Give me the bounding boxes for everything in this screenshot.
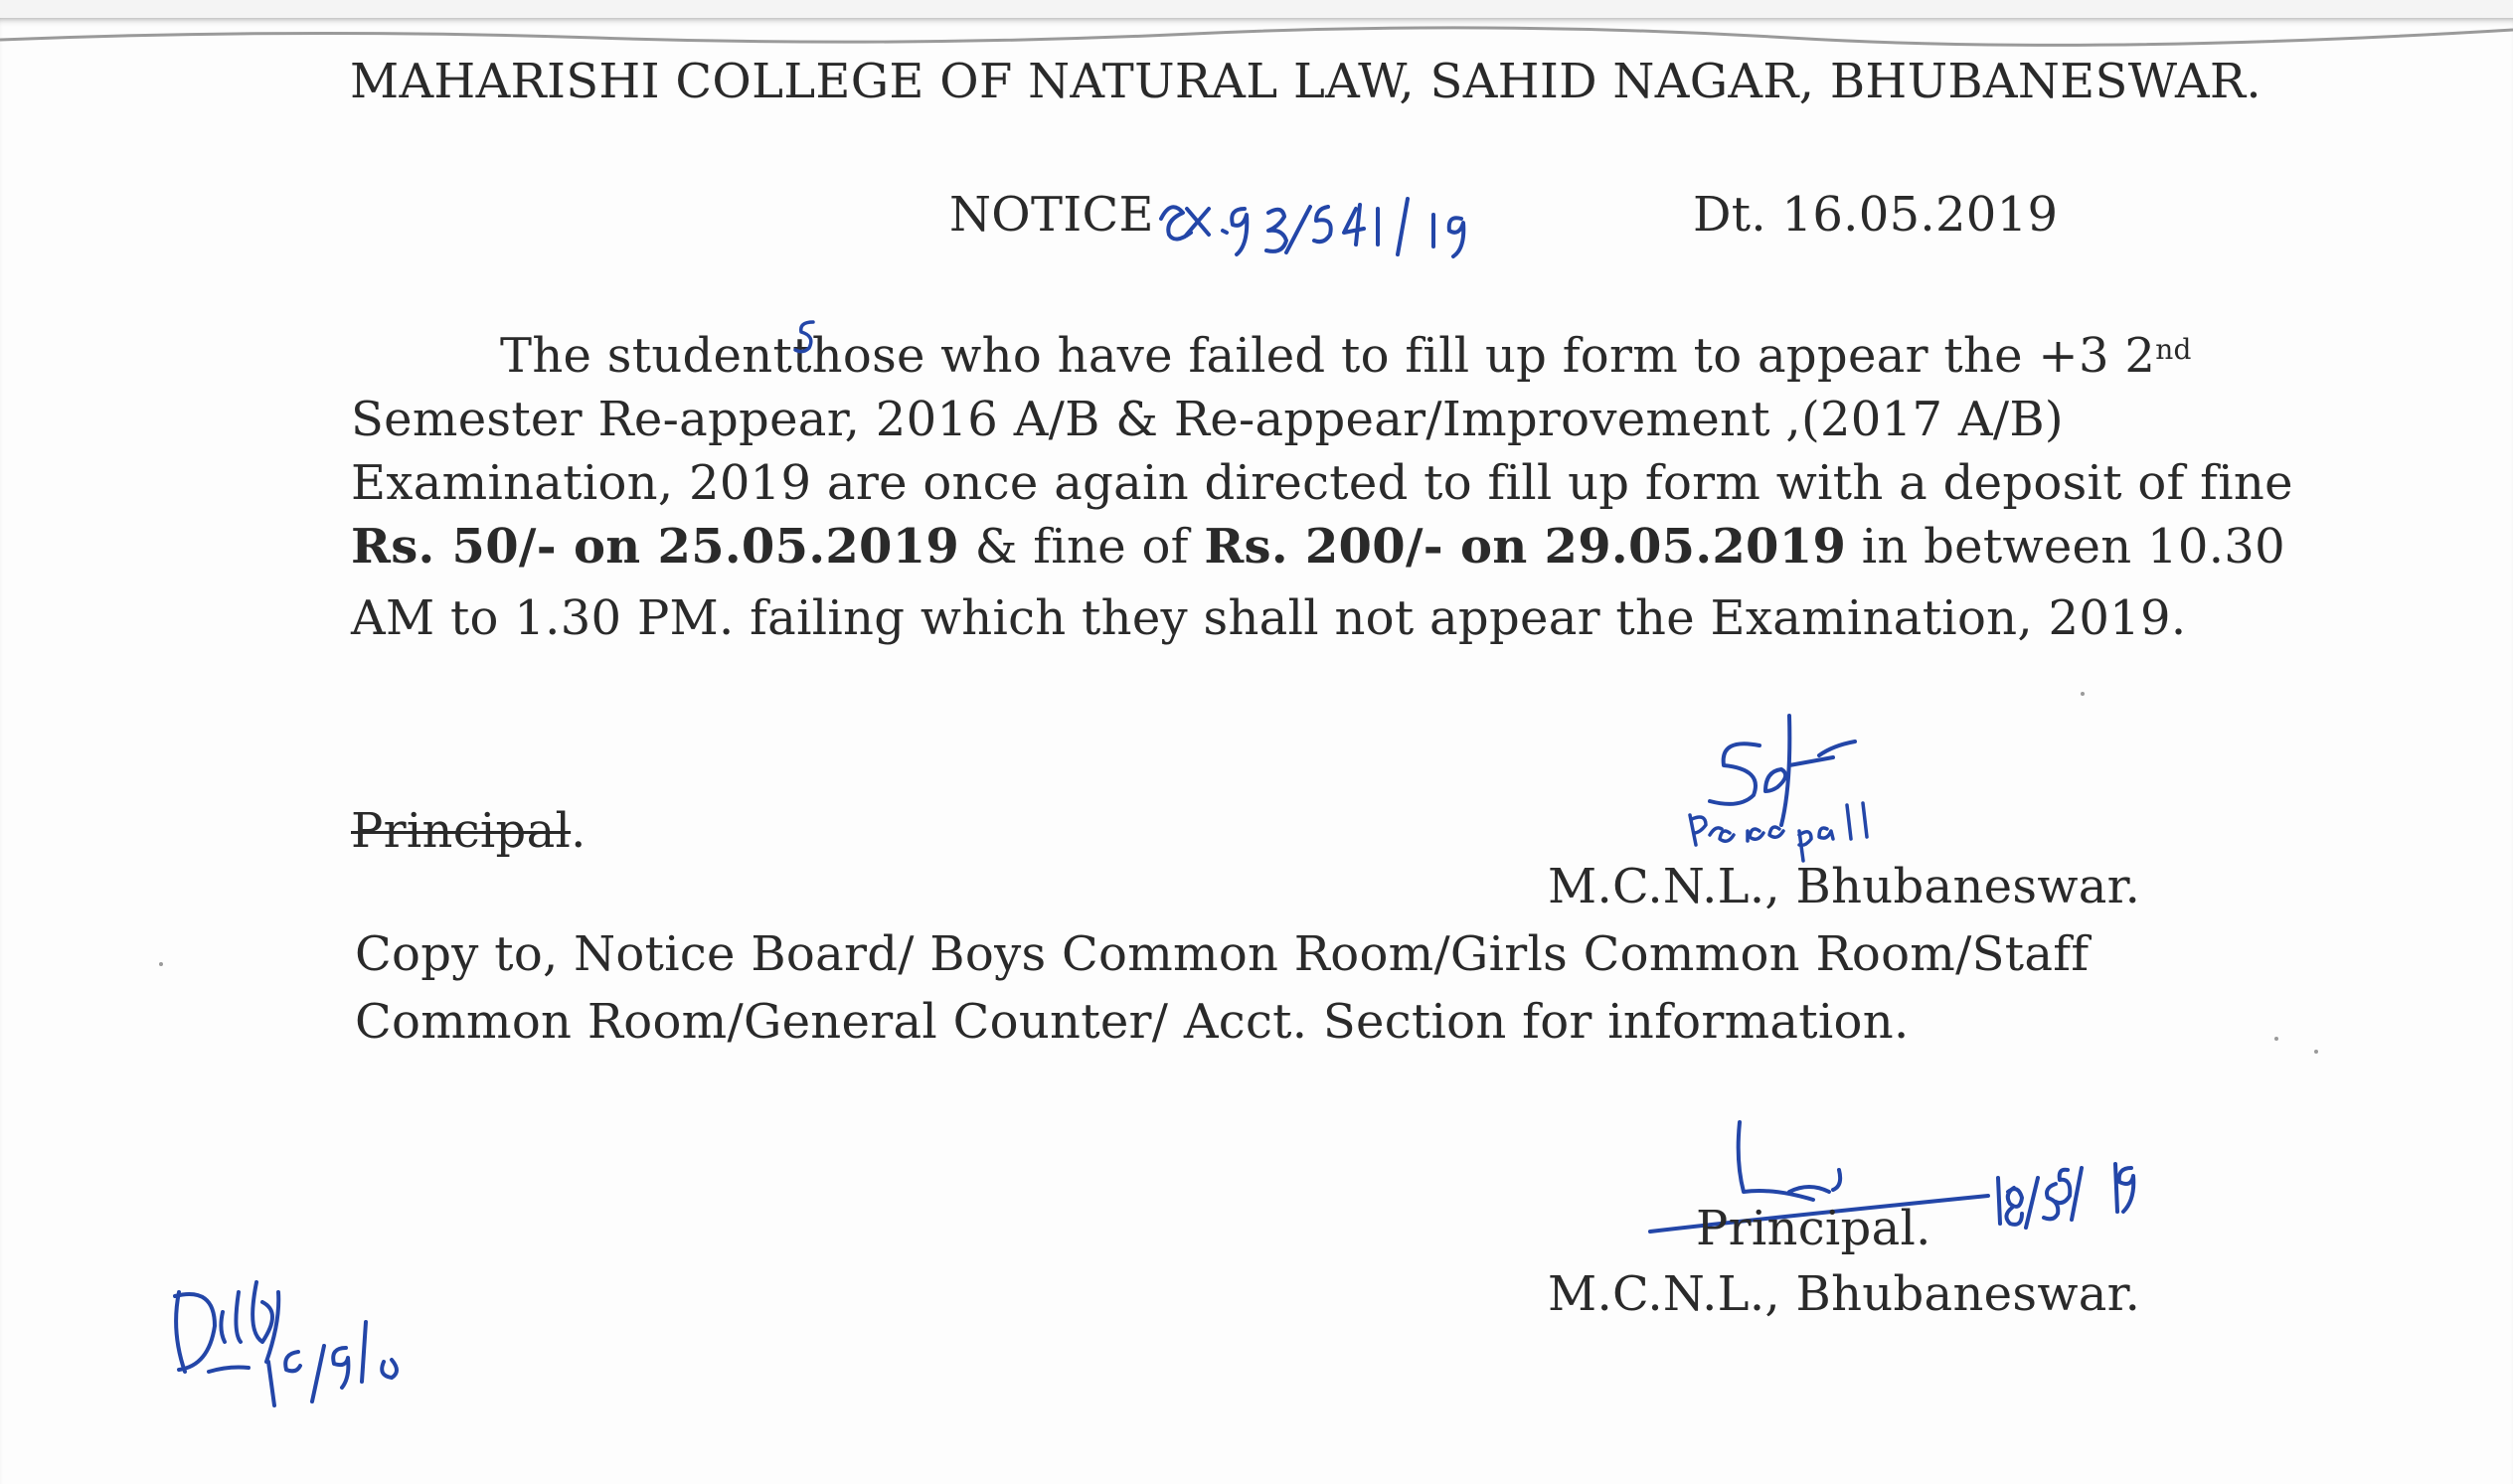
fine-50-deadline: Rs. 50/- on 25.05.2019	[351, 519, 960, 575]
body-line-1-rest: those who have failed to fill up form to appear the +3 2	[792, 328, 2156, 384]
first-signature-institution: M.C.N.L., Bhubaneswar.	[1548, 859, 2141, 914]
fine-200-deadline: Rs. 200/- on 29.05.2019	[1204, 519, 1847, 575]
title-period: .	[571, 803, 586, 859]
body-line-2: Semester Re-appear, 2016 A/B & Re-appear/Improvement ,(2017 A/B)	[351, 392, 2064, 447]
notice-date: Dt. 16.05.2019	[1693, 187, 2059, 243]
struck-principal: Principal	[351, 803, 572, 859]
body-line-1-start: The student	[500, 328, 793, 384]
body-line-5: AM to 1.30 PM. failing which they shall not appear the Examination, 2019.	[351, 590, 2187, 646]
body-line-4-end: in between 10.30	[1846, 519, 2285, 575]
notice-label: NOTICE	[949, 187, 1154, 243]
copy-to-line-1: Copy to, Notice Board/ Boys Common Room/Girls Common Room/Staff	[355, 926, 2090, 982]
body-line-4-mid: & fine of	[959, 519, 1205, 575]
second-signature-institution: M.C.N.L., Bhubaneswar.	[1548, 1266, 2141, 1322]
second-signature-title: Principal.	[1696, 1201, 1931, 1256]
college-heading: MAHARISHI COLLEGE OF NATURAL LAW, SAHID NAGAR, BHUBANESWAR.	[350, 54, 2262, 109]
copy-to-line-2: Common Room/General Counter/ Acct. Section for information.	[355, 994, 1910, 1050]
body-line-3: Examination, 2019 are once again directed to fill up form with a deposit of fine	[351, 455, 2293, 511]
ordinal-suffix: nd	[2155, 333, 2192, 366]
